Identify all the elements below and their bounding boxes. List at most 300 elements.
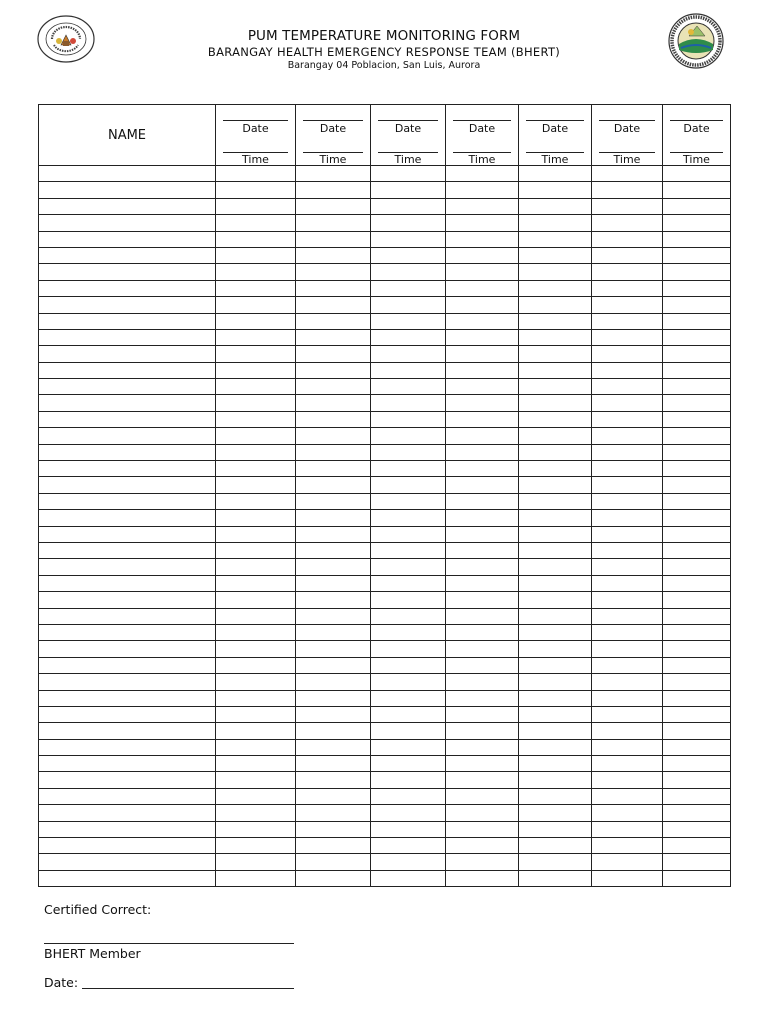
reading-cell[interactable] [371,805,446,821]
reading-cell[interactable] [216,329,296,345]
reading-cell[interactable] [592,690,663,706]
reading-cell[interactable] [371,756,446,772]
reading-cell[interactable] [446,428,519,444]
name-cell[interactable] [39,395,216,411]
reading-cell[interactable] [519,542,592,558]
reading-cell[interactable] [592,411,663,427]
reading-cell[interactable] [519,182,592,198]
reading-cell[interactable] [519,313,592,329]
reading-cell[interactable] [592,264,663,280]
reading-cell[interactable] [663,297,731,313]
reading-cell[interactable] [216,756,296,772]
name-cell[interactable] [39,706,216,722]
reading-cell[interactable] [519,592,592,608]
name-cell[interactable] [39,526,216,542]
reading-cell[interactable] [371,641,446,657]
reading-cell[interactable] [371,346,446,362]
name-cell[interactable] [39,215,216,231]
reading-cell[interactable] [592,821,663,837]
reading-cell[interactable] [519,772,592,788]
reading-cell[interactable] [519,608,592,624]
name-cell[interactable] [39,805,216,821]
reading-cell[interactable] [371,608,446,624]
reading-cell[interactable] [663,231,731,247]
reading-cell[interactable] [446,739,519,755]
reading-cell[interactable] [446,870,519,886]
reading-cell[interactable] [371,329,446,345]
reading-cell[interactable] [592,297,663,313]
reading-cell[interactable] [446,756,519,772]
signature-line[interactable] [44,943,294,944]
name-cell[interactable] [39,182,216,198]
reading-cell[interactable] [663,493,731,509]
name-cell[interactable] [39,166,216,182]
reading-cell[interactable] [296,379,371,395]
reading-cell[interactable] [446,575,519,591]
reading-cell[interactable] [519,461,592,477]
reading-cell[interactable] [446,166,519,182]
reading-cell[interactable] [296,575,371,591]
name-cell[interactable] [39,264,216,280]
reading-cell[interactable] [519,379,592,395]
date-entry-line[interactable] [670,120,723,121]
reading-cell[interactable] [216,428,296,444]
reading-cell[interactable] [592,854,663,870]
reading-cell[interactable] [592,198,663,214]
reading-cell[interactable] [663,870,731,886]
reading-cell[interactable] [663,657,731,673]
reading-cell[interactable] [663,280,731,296]
reading-cell[interactable] [446,329,519,345]
reading-cell[interactable] [519,706,592,722]
reading-cell[interactable] [663,461,731,477]
reading-cell[interactable] [663,641,731,657]
reading-cell[interactable] [216,838,296,854]
reading-cell[interactable] [592,510,663,526]
reading-cell[interactable] [296,854,371,870]
reading-cell[interactable] [663,739,731,755]
reading-cell[interactable] [592,526,663,542]
name-cell[interactable] [39,379,216,395]
reading-cell[interactable] [216,411,296,427]
reading-cell[interactable] [519,444,592,460]
reading-cell[interactable] [592,231,663,247]
name-cell[interactable] [39,559,216,575]
name-cell[interactable] [39,297,216,313]
reading-cell[interactable] [519,657,592,673]
reading-cell[interactable] [446,510,519,526]
reading-cell[interactable] [371,624,446,640]
reading-cell[interactable] [446,657,519,673]
reading-cell[interactable] [371,493,446,509]
reading-cell[interactable] [663,444,731,460]
reading-cell[interactable] [663,182,731,198]
reading-cell[interactable] [296,641,371,657]
reading-cell[interactable] [592,477,663,493]
reading-cell[interactable] [446,706,519,722]
reading-cell[interactable] [371,477,446,493]
reading-cell[interactable] [296,280,371,296]
reading-cell[interactable] [446,264,519,280]
reading-cell[interactable] [296,739,371,755]
reading-cell[interactable] [216,166,296,182]
reading-cell[interactable] [371,657,446,673]
name-cell[interactable] [39,362,216,378]
reading-cell[interactable] [663,674,731,690]
reading-cell[interactable] [446,395,519,411]
reading-cell[interactable] [446,444,519,460]
name-cell[interactable] [39,510,216,526]
reading-cell[interactable] [371,247,446,263]
reading-cell[interactable] [371,231,446,247]
reading-cell[interactable] [216,592,296,608]
name-cell[interactable] [39,493,216,509]
reading-cell[interactable] [371,690,446,706]
reading-cell[interactable] [592,362,663,378]
reading-cell[interactable] [296,870,371,886]
reading-cell[interactable] [519,231,592,247]
reading-cell[interactable] [519,297,592,313]
reading-cell[interactable] [446,542,519,558]
reading-cell[interactable] [519,756,592,772]
reading-cell[interactable] [446,362,519,378]
reading-cell[interactable] [296,706,371,722]
reading-cell[interactable] [216,641,296,657]
reading-cell[interactable] [519,624,592,640]
reading-cell[interactable] [446,182,519,198]
reading-cell[interactable] [216,362,296,378]
reading-cell[interactable] [216,313,296,329]
reading-cell[interactable] [519,395,592,411]
reading-cell[interactable] [519,526,592,542]
reading-cell[interactable] [216,739,296,755]
reading-cell[interactable] [663,608,731,624]
reading-cell[interactable] [296,838,371,854]
reading-cell[interactable] [663,624,731,640]
reading-cell[interactable] [519,493,592,509]
date-entry-line[interactable] [599,120,655,121]
name-cell[interactable] [39,411,216,427]
name-cell[interactable] [39,756,216,772]
reading-cell[interactable] [519,723,592,739]
reading-cell[interactable] [371,821,446,837]
reading-cell[interactable] [592,215,663,231]
reading-cell[interactable] [371,870,446,886]
name-cell[interactable] [39,575,216,591]
reading-cell[interactable] [519,428,592,444]
reading-cell[interactable] [216,198,296,214]
reading-cell[interactable] [592,838,663,854]
reading-cell[interactable] [663,575,731,591]
reading-cell[interactable] [592,772,663,788]
reading-cell[interactable] [296,542,371,558]
reading-cell[interactable] [519,674,592,690]
reading-cell[interactable] [371,379,446,395]
reading-cell[interactable] [216,346,296,362]
name-cell[interactable] [39,329,216,345]
reading-cell[interactable] [296,313,371,329]
reading-cell[interactable] [446,280,519,296]
reading-cell[interactable] [663,329,731,345]
reading-cell[interactable] [663,706,731,722]
reading-cell[interactable] [663,756,731,772]
reading-cell[interactable] [296,362,371,378]
reading-cell[interactable] [592,608,663,624]
reading-cell[interactable] [216,379,296,395]
reading-cell[interactable] [371,461,446,477]
name-cell[interactable] [39,674,216,690]
name-cell[interactable] [39,428,216,444]
date-entry-line[interactable] [223,120,288,121]
reading-cell[interactable] [663,854,731,870]
reading-cell[interactable] [592,657,663,673]
reading-cell[interactable] [592,624,663,640]
reading-cell[interactable] [446,608,519,624]
reading-cell[interactable] [296,493,371,509]
reading-cell[interactable] [371,838,446,854]
reading-cell[interactable] [216,461,296,477]
reading-cell[interactable] [592,870,663,886]
reading-cell[interactable] [663,772,731,788]
name-cell[interactable] [39,247,216,263]
reading-cell[interactable] [446,592,519,608]
reading-cell[interactable] [446,526,519,542]
reading-cell[interactable] [371,854,446,870]
reading-cell[interactable] [446,805,519,821]
name-cell[interactable] [39,788,216,804]
reading-cell[interactable] [296,772,371,788]
reading-cell[interactable] [519,838,592,854]
reading-cell[interactable] [663,166,731,182]
reading-cell[interactable] [446,411,519,427]
reading-cell[interactable] [592,674,663,690]
reading-cell[interactable] [519,198,592,214]
reading-cell[interactable] [296,510,371,526]
reading-cell[interactable] [663,542,731,558]
name-cell[interactable] [39,739,216,755]
reading-cell[interactable] [519,477,592,493]
reading-cell[interactable] [592,706,663,722]
reading-cell[interactable] [296,477,371,493]
reading-cell[interactable] [592,756,663,772]
reading-cell[interactable] [663,346,731,362]
reading-cell[interactable] [592,313,663,329]
reading-cell[interactable] [519,166,592,182]
reading-cell[interactable] [371,411,446,427]
reading-cell[interactable] [371,706,446,722]
reading-cell[interactable] [371,674,446,690]
reading-cell[interactable] [296,624,371,640]
reading-cell[interactable] [216,772,296,788]
footer-date-line[interactable] [82,988,294,989]
reading-cell[interactable] [446,854,519,870]
reading-cell[interactable] [663,477,731,493]
reading-cell[interactable] [446,477,519,493]
reading-cell[interactable] [296,215,371,231]
name-cell[interactable] [39,346,216,362]
reading-cell[interactable] [592,805,663,821]
reading-cell[interactable] [592,444,663,460]
reading-cell[interactable] [592,395,663,411]
reading-cell[interactable] [371,297,446,313]
reading-cell[interactable] [446,788,519,804]
reading-cell[interactable] [371,575,446,591]
name-cell[interactable] [39,592,216,608]
reading-cell[interactable] [216,575,296,591]
reading-cell[interactable] [663,379,731,395]
reading-cell[interactable] [216,231,296,247]
reading-cell[interactable] [519,510,592,526]
reading-cell[interactable] [663,215,731,231]
reading-cell[interactable] [592,461,663,477]
reading-cell[interactable] [446,247,519,263]
reading-cell[interactable] [663,559,731,575]
name-cell[interactable] [39,280,216,296]
reading-cell[interactable] [663,821,731,837]
name-cell[interactable] [39,657,216,673]
reading-cell[interactable] [371,723,446,739]
reading-cell[interactable] [446,198,519,214]
reading-cell[interactable] [663,362,731,378]
reading-cell[interactable] [519,362,592,378]
name-cell[interactable] [39,624,216,640]
reading-cell[interactable] [663,788,731,804]
reading-cell[interactable] [371,362,446,378]
reading-cell[interactable] [519,854,592,870]
reading-cell[interactable] [296,247,371,263]
reading-cell[interactable] [592,739,663,755]
reading-cell[interactable] [216,542,296,558]
reading-cell[interactable] [371,166,446,182]
reading-cell[interactable] [371,739,446,755]
reading-cell[interactable] [592,166,663,182]
reading-cell[interactable] [371,198,446,214]
reading-cell[interactable] [663,264,731,280]
reading-cell[interactable] [446,346,519,362]
reading-cell[interactable] [446,379,519,395]
reading-cell[interactable] [216,608,296,624]
reading-cell[interactable] [371,280,446,296]
reading-cell[interactable] [592,641,663,657]
name-cell[interactable] [39,608,216,624]
reading-cell[interactable] [296,756,371,772]
reading-cell[interactable] [519,805,592,821]
reading-cell[interactable] [592,592,663,608]
reading-cell[interactable] [371,510,446,526]
reading-cell[interactable] [216,706,296,722]
reading-cell[interactable] [592,329,663,345]
reading-cell[interactable] [216,510,296,526]
reading-cell[interactable] [663,247,731,263]
reading-cell[interactable] [371,592,446,608]
reading-cell[interactable] [663,510,731,526]
reading-cell[interactable] [446,297,519,313]
reading-cell[interactable] [519,264,592,280]
reading-cell[interactable] [296,231,371,247]
reading-cell[interactable] [519,215,592,231]
reading-cell[interactable] [216,624,296,640]
reading-cell[interactable] [446,821,519,837]
reading-cell[interactable] [519,690,592,706]
reading-cell[interactable] [296,674,371,690]
reading-cell[interactable] [296,411,371,427]
reading-cell[interactable] [216,526,296,542]
reading-cell[interactable] [663,313,731,329]
reading-cell[interactable] [296,723,371,739]
reading-cell[interactable] [519,559,592,575]
reading-cell[interactable] [216,657,296,673]
reading-cell[interactable] [371,559,446,575]
reading-cell[interactable] [296,329,371,345]
reading-cell[interactable] [592,182,663,198]
reading-cell[interactable] [216,690,296,706]
reading-cell[interactable] [663,838,731,854]
reading-cell[interactable] [446,641,519,657]
reading-cell[interactable] [296,264,371,280]
reading-cell[interactable] [446,215,519,231]
reading-cell[interactable] [216,444,296,460]
reading-cell[interactable] [371,215,446,231]
reading-cell[interactable] [446,461,519,477]
reading-cell[interactable] [371,395,446,411]
reading-cell[interactable] [519,739,592,755]
reading-cell[interactable] [663,592,731,608]
reading-cell[interactable] [519,411,592,427]
reading-cell[interactable] [663,428,731,444]
reading-cell[interactable] [446,231,519,247]
reading-cell[interactable] [216,247,296,263]
reading-cell[interactable] [216,674,296,690]
name-cell[interactable] [39,313,216,329]
reading-cell[interactable] [371,428,446,444]
name-cell[interactable] [39,461,216,477]
reading-cell[interactable] [663,690,731,706]
reading-cell[interactable] [446,559,519,575]
reading-cell[interactable] [371,526,446,542]
reading-cell[interactable] [446,772,519,788]
name-cell[interactable] [39,870,216,886]
reading-cell[interactable] [371,444,446,460]
reading-cell[interactable] [592,493,663,509]
reading-cell[interactable] [216,559,296,575]
reading-cell[interactable] [371,313,446,329]
reading-cell[interactable] [592,788,663,804]
reading-cell[interactable] [592,723,663,739]
reading-cell[interactable] [519,346,592,362]
reading-cell[interactable] [592,346,663,362]
name-cell[interactable] [39,772,216,788]
reading-cell[interactable] [371,264,446,280]
name-cell[interactable] [39,821,216,837]
reading-cell[interactable] [519,641,592,657]
reading-cell[interactable] [592,428,663,444]
reading-cell[interactable] [663,526,731,542]
reading-cell[interactable] [663,395,731,411]
reading-cell[interactable] [216,297,296,313]
reading-cell[interactable] [296,559,371,575]
reading-cell[interactable] [296,592,371,608]
reading-cell[interactable] [592,280,663,296]
date-entry-line[interactable] [303,120,363,121]
name-cell[interactable] [39,477,216,493]
reading-cell[interactable] [296,182,371,198]
reading-cell[interactable] [592,542,663,558]
reading-cell[interactable] [216,264,296,280]
reading-cell[interactable] [216,493,296,509]
reading-cell[interactable] [296,526,371,542]
name-cell[interactable] [39,641,216,657]
name-cell[interactable] [39,444,216,460]
